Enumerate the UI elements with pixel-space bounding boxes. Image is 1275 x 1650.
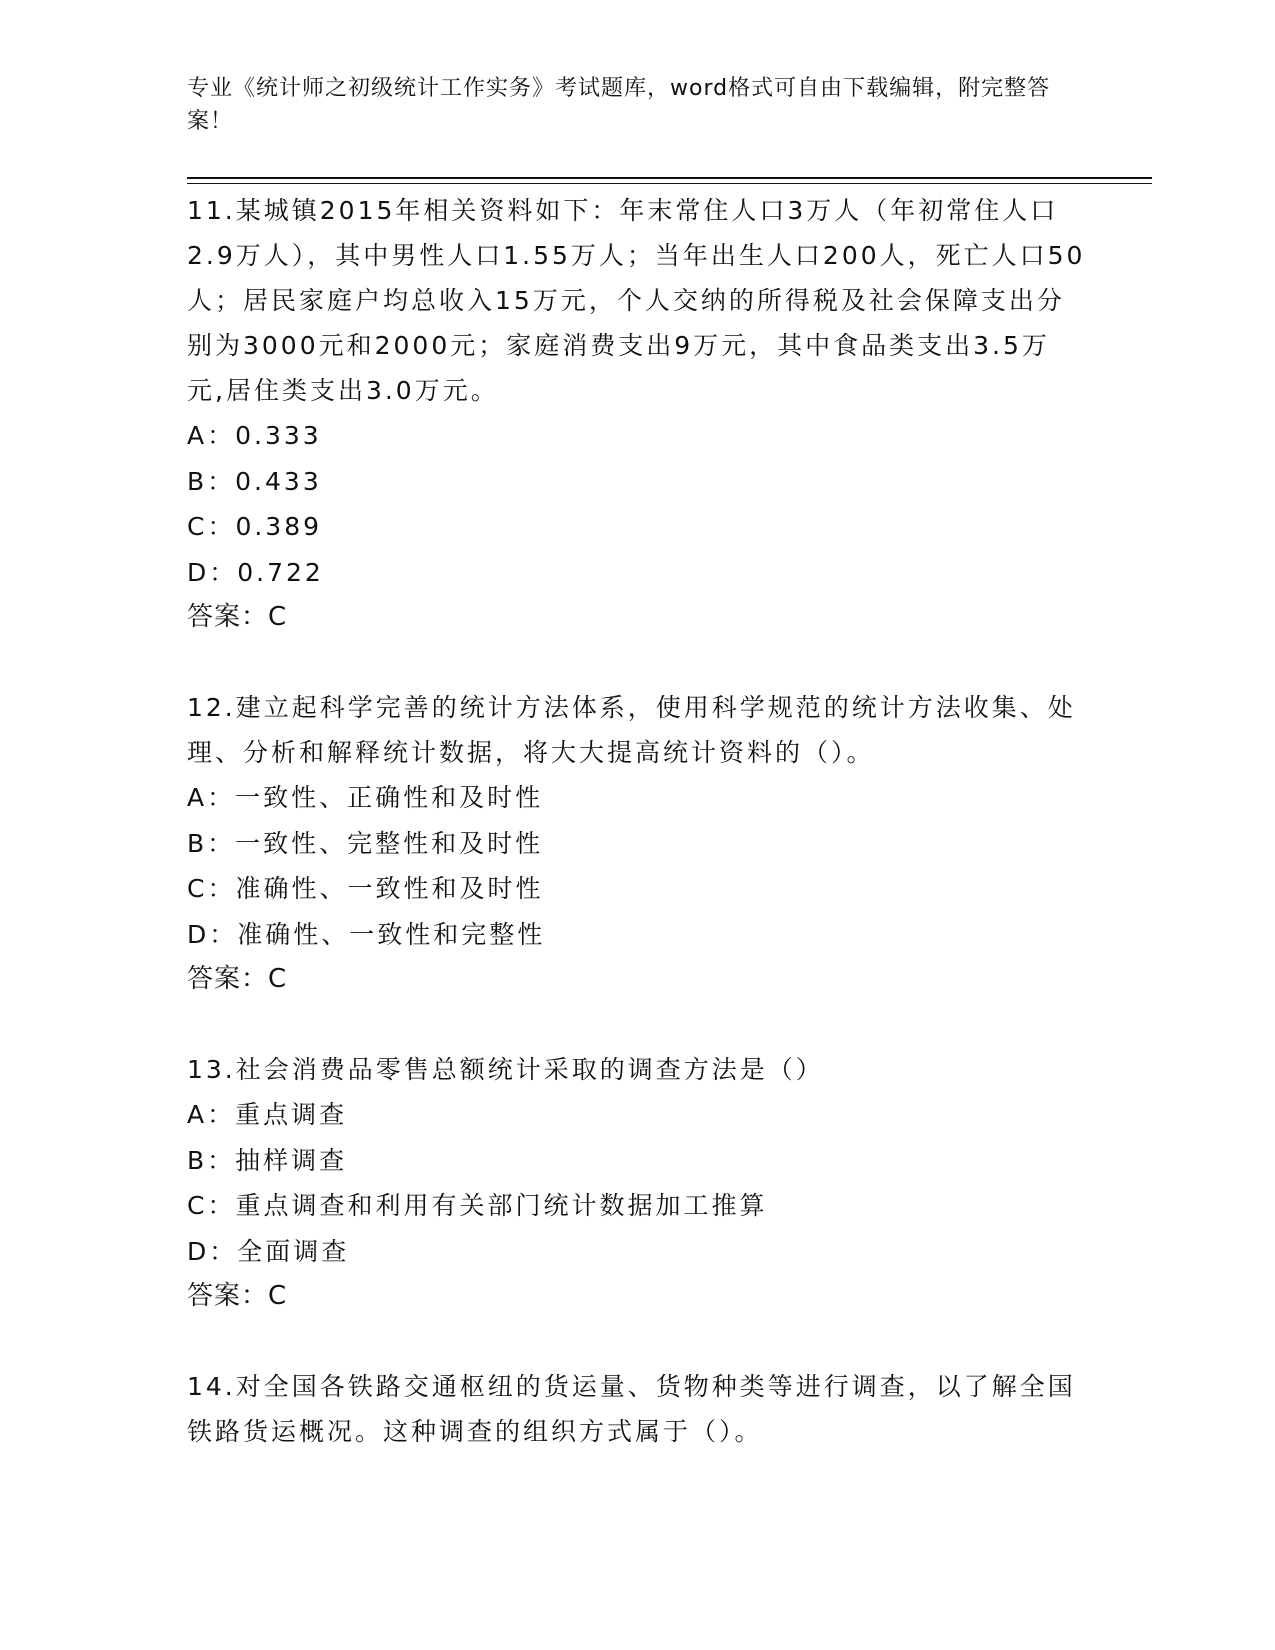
question-14: [187, 1364, 1087, 1454]
header-divider-thin: [187, 183, 1152, 184]
option-a: A：一致性、正确性和及时性: [187, 783, 544, 812]
answer: 答案：C: [187, 1281, 288, 1311]
option-a: A：重点调查: [187, 1100, 348, 1129]
option-d: D：准确性、一致性和完整性: [187, 919, 546, 949]
option-b: B：抽样调查: [187, 1145, 348, 1175]
option-c: C：准确性、一致性和及时性: [187, 874, 544, 903]
option-b: B：一致性、完整性和及时性: [187, 828, 544, 858]
question-12: [187, 685, 1087, 1002]
question-13: [187, 1047, 1087, 1319]
question-text: 11.某城镇2015年相关资料如下：年末常住人口3万人（年初常住人口2.9万人），其中男性人口1.55万人；当年出生人口200人，死亡人口50人；居民家庭户均总收入15万元，个人交纳的所得税及社会保障支出分别为3000元和2000元；家庭消费支出9万元，其中食品类支出3.5万元,居住类支出3.0万元。: [187, 196, 1086, 405]
spacer: [187, 1002, 1087, 1047]
question-text: 12.建立起科学完善的统计方法体系，使用科学规范的统计方法收集、处理、分析和解释统计数据，将大大提高统计资料的（）。: [187, 693, 1076, 767]
question-list: [187, 188, 1087, 1454]
question-11: [187, 188, 1087, 640]
spacer: [187, 1319, 1087, 1364]
answer: 答案：C: [187, 602, 288, 632]
question-text: 14.对全国各铁路交通枢纽的货运量、货物种类等进行调查，以了解全国铁路货运概况。这种调查的组织方式属于（）。: [187, 1372, 1076, 1446]
option-b: B：0.433: [187, 466, 322, 496]
answer: 答案：C: [187, 964, 288, 994]
option-c: C：0.389: [187, 512, 323, 541]
question-text: 13.社会消费品零售总额统计采取的调查方法是（）: [187, 1055, 824, 1084]
header-divider-thick: [187, 177, 1152, 179]
option-a: A：0.333: [187, 421, 322, 450]
option-d: D：全面调查: [187, 1236, 350, 1266]
document-header: 专业《统计师之初级统计工作实务》考试题库，word格式可自由下载编辑，附完整答案！: [187, 76, 1051, 134]
option-d: D：0.722: [187, 557, 324, 587]
option-c: C：重点调查和利用有关部门统计数据加工推算: [187, 1191, 768, 1220]
spacer: [187, 640, 1087, 685]
